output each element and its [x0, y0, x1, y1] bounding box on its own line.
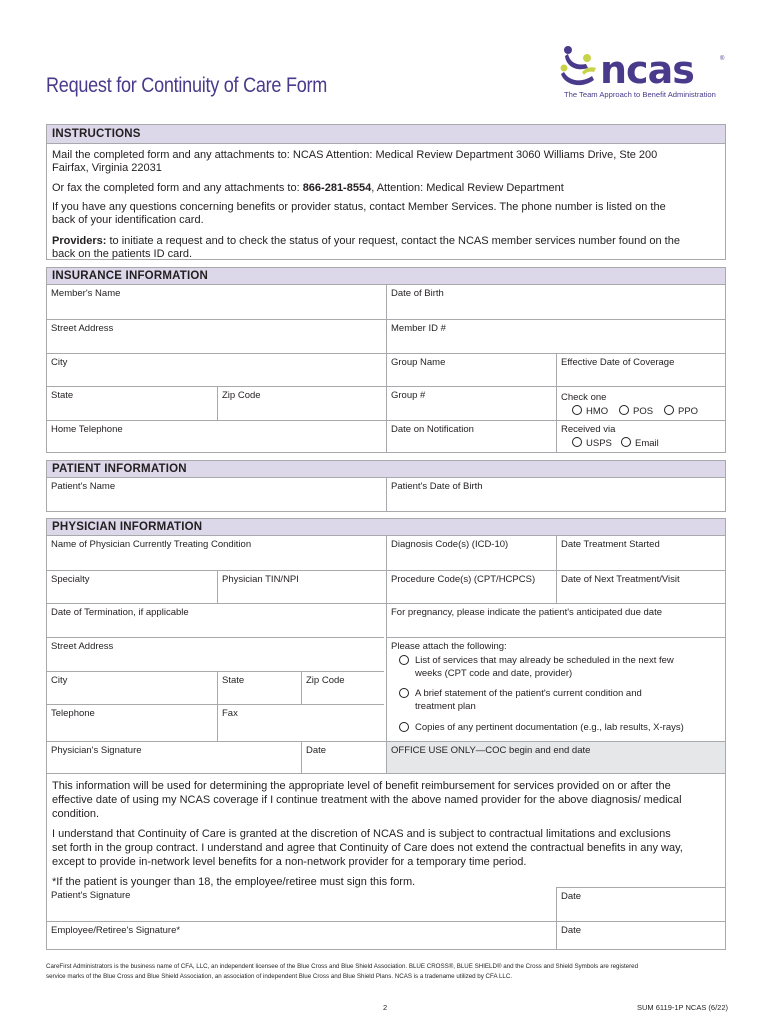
- logo-tagline: The Team Approach to Benefit Administration: [564, 90, 716, 99]
- physician-state-field[interactable]: [217, 672, 301, 704]
- patient-signature-row: [47, 887, 725, 921]
- street-address-label: Street Address: [51, 323, 114, 334]
- insurance-row-5: [47, 420, 725, 453]
- instructions-section: [46, 124, 726, 260]
- legal-fine-print: [46, 962, 726, 982]
- patients-name-field[interactable]: [47, 478, 386, 511]
- physician-section: [46, 518, 726, 774]
- form-number: SUM 6119-1P NCAS (6/22): [637, 1003, 729, 1012]
- city-label: City: [51, 357, 68, 368]
- physician-city-field[interactable]: [47, 672, 217, 704]
- disclaimer-paragraph-3: *If the patient is younger than 18, the employee/retiree must sign this form.: [52, 876, 416, 888]
- questions-line-1: If you have any questions concerning benefits or provider status, contact Member Services. The phone number is listed on the: [52, 201, 666, 213]
- insurance-row-3: [47, 353, 725, 386]
- office-use-label: OFFICE USE ONLY—COC begin and end date: [391, 745, 591, 756]
- received-via-field: [556, 421, 725, 453]
- attach-statement-text: [415, 687, 715, 713]
- fine-print-line-1: CareFirst Administrators is the business name of CFA, LLC, an independent licensee of the Blue Cross and Blue Shield Association. BLUE CROSS®, BLUE SHIELD® and the Cross and Shield Symbols are registered: [46, 963, 639, 970]
- physician-street-address-label: Street Address: [51, 641, 114, 652]
- home-telephone-field[interactable]: [47, 421, 386, 453]
- physician-row-5-left: [47, 671, 384, 704]
- members-name-label: Member's Name: [51, 288, 121, 299]
- physician-row-7: [47, 741, 725, 773]
- home-telephone-label: Home Telephone: [51, 424, 123, 435]
- patients-dob-label: Patient's Date of Birth: [391, 481, 483, 492]
- date-termination-field[interactable]: [47, 604, 386, 637]
- insurance-row-1: [47, 285, 725, 319]
- diagnosis-codes-field[interactable]: [386, 536, 556, 570]
- plan-option-hmo[interactable]: [572, 405, 608, 417]
- para-1-line-3: condition.: [52, 808, 100, 820]
- state-field[interactable]: [47, 387, 217, 420]
- date-treatment-started-field[interactable]: [556, 536, 725, 570]
- mail-line-1: Mail the completed form and any attachments to: NCAS Attention: Medical Review Department 3060 Williams Drive, Ste 200: [52, 149, 658, 161]
- employee-signature-row: [47, 921, 725, 949]
- plan-type-field: [556, 387, 725, 420]
- para-1-line-2: effective date of using my NCAS coverage if I continue treatment with the above named provider for the above diagnosis/ medical: [52, 794, 682, 806]
- effective-date-label: Effective Date of Coverage: [561, 357, 675, 368]
- physician-fax-field[interactable]: [217, 705, 384, 741]
- physician-fax-label: Fax: [222, 708, 238, 719]
- procedure-codes-label: Procedure Code(s) (CPT/HCPCS): [391, 574, 536, 585]
- group-name-field[interactable]: [386, 354, 556, 386]
- physician-row-3: [47, 603, 725, 637]
- received-option-label: USPS: [586, 438, 612, 449]
- group-number-label: Group #: [391, 390, 426, 401]
- city-field[interactable]: [47, 354, 386, 386]
- ncas-logo: [556, 44, 726, 100]
- physician-signature-label: Physician's Signature: [51, 745, 142, 756]
- insurance-heading: INSURANCE INFORMATION: [47, 268, 725, 285]
- questions-line-2: back of your identification card.: [52, 214, 204, 226]
- providers-label: Providers:: [52, 235, 107, 247]
- instructions-heading: INSTRUCTIONS: [47, 125, 725, 144]
- physician-zip-label: Zip Code: [306, 675, 345, 686]
- patient-signature-date-label: Date: [561, 891, 582, 902]
- disclaimer-paragraph-2: [52, 827, 717, 869]
- radio-circle-icon: [572, 437, 582, 447]
- para-2-line-2: set forth in the group contract. I understand and agree that Continuity of Care does not extend the contractual benefits in any way,: [52, 842, 683, 854]
- date-of-birth-label: Date of Birth: [391, 288, 444, 299]
- para-2-line-3: except to provide in-network level benefits for a non-network provider for a temporary time period.: [52, 856, 527, 868]
- fax-suffix: , Attention: Medical Review Department: [371, 182, 564, 194]
- office-use-field: [386, 742, 725, 773]
- tin-npi-field[interactable]: [217, 571, 386, 603]
- physician-row-1: [47, 536, 725, 570]
- specialty-label: Specialty: [51, 574, 90, 585]
- pregnancy-label: For pregnancy, please indicate the patient's anticipated due date: [391, 607, 662, 618]
- attach-2-line-2: treatment plan: [415, 701, 476, 712]
- member-id-label: Member ID #: [391, 323, 446, 334]
- attach-1-line-2: weeks (CPT code and date, provider): [415, 668, 573, 679]
- check-one-label: Check one: [561, 392, 607, 403]
- radio-circle-icon: [619, 405, 629, 415]
- fax-prefix: Or fax the completed form and any attachments to:: [52, 182, 303, 194]
- received-option-usps[interactable]: [572, 437, 612, 449]
- fine-print-line-2: service marks of the Blue Cross and Blue Shield Association, an association of independent Blue Cross and Blue Shield Plans. NCAS is a tradename utilized by CFA LLC.: [46, 973, 513, 980]
- physician-telephone-field[interactable]: [47, 705, 217, 741]
- patient-signature-date-field[interactable]: [556, 887, 725, 921]
- patients-name-label: Patient's Name: [51, 481, 116, 492]
- attach-documentation-text: Copies of any pertinent documentation (e.g., lab results, X-rays): [415, 722, 684, 733]
- insurance-row-2: [47, 319, 725, 353]
- fax-instructions: [52, 182, 717, 195]
- plan-option-label: HMO: [586, 406, 609, 417]
- attachments-block: [386, 637, 725, 741]
- physician-city-label: City: [51, 675, 68, 686]
- physician-name-label: Name of Physician Currently Treating Condition: [51, 539, 252, 550]
- please-attach-label: Please attach the following:: [391, 641, 507, 652]
- date-next-treatment-label: Date of Next Treatment/Visit: [561, 574, 680, 585]
- diagnosis-codes-label: Diagnosis Code(s) (ICD-10): [391, 539, 509, 550]
- logo-wordmark: ncas: [600, 48, 694, 92]
- physician-name-field[interactable]: [47, 536, 386, 570]
- date-of-birth-field[interactable]: [386, 285, 725, 319]
- physician-heading: PHYSICIAN INFORMATION: [47, 519, 725, 536]
- physician-state-label: State: [222, 675, 245, 686]
- mail-line-2: Fairfax, Virginia 22031: [52, 162, 162, 174]
- plan-option-label: PPO: [678, 406, 699, 417]
- providers-line-2: back on the patients ID card.: [52, 248, 193, 260]
- radio-circle-icon: [399, 722, 409, 732]
- radio-circle-icon: [621, 437, 631, 447]
- physician-telephone-label: Telephone: [51, 708, 95, 719]
- mail-instructions: [52, 149, 717, 175]
- attach-services-text: [415, 654, 715, 680]
- radio-circle-icon: [572, 405, 582, 415]
- plan-option-ppo[interactable]: [664, 405, 698, 417]
- effective-date-field[interactable]: [556, 354, 725, 386]
- insurance-row-4: [47, 386, 725, 420]
- zip-code-field[interactable]: [217, 387, 386, 420]
- street-address-field[interactable]: [47, 320, 386, 353]
- logo-registered-mark: ®: [720, 56, 725, 62]
- patient-signature-label: Patient's Signature: [51, 890, 131, 901]
- physician-date-label: Date: [306, 745, 327, 756]
- patient-section: [46, 460, 726, 512]
- members-name-field[interactable]: [47, 285, 386, 319]
- procedure-codes-field[interactable]: [386, 571, 556, 603]
- providers-instructions: [52, 235, 717, 261]
- employee-signature-label: Employee/Retiree's Signature*: [51, 925, 181, 936]
- date-on-notification-label: Date on Notification: [391, 424, 474, 435]
- tin-npi-label: Physician TIN/NPI: [222, 574, 299, 585]
- physician-date-field[interactable]: [301, 742, 386, 773]
- group-name-label: Group Name: [391, 357, 446, 368]
- plan-option-pos[interactable]: [619, 405, 653, 417]
- state-label: State: [51, 390, 74, 401]
- physician-street-address-field[interactable]: [47, 638, 384, 671]
- providers-line-1: to initiate a request and to check the status of your request, contact the NCAS member services number found on the: [106, 235, 680, 247]
- employee-signature-date-field[interactable]: [556, 922, 725, 949]
- page-number: 2: [383, 1003, 388, 1012]
- radio-circle-icon: [664, 405, 674, 415]
- zip-code-label: Zip Code: [222, 390, 261, 401]
- employee-signature-date-label: Date: [561, 925, 582, 936]
- attach-1-line-1: List of services that may already be scheduled in the next few: [415, 655, 674, 666]
- group-number-field[interactable]: [386, 387, 556, 420]
- member-id-field[interactable]: [386, 320, 725, 353]
- specialty-field[interactable]: [47, 571, 217, 603]
- physician-signature-field[interactable]: [47, 742, 301, 773]
- insurance-section: [46, 267, 726, 453]
- plan-option-label: POS: [633, 406, 654, 417]
- radio-circle-icon: [399, 688, 409, 698]
- physician-row-2: [47, 570, 725, 603]
- questions-instructions: [52, 201, 717, 227]
- received-option-label: Email: [635, 438, 659, 449]
- date-on-notification-field[interactable]: [386, 421, 556, 453]
- para-1-line-1: This information will be used for determining the appropriate level of benefit reimbursement for services provided on or after the: [52, 780, 671, 792]
- received-option-email[interactable]: [621, 437, 659, 449]
- radio-circle-icon: [399, 655, 409, 665]
- patient-heading: PATIENT INFORMATION: [47, 461, 725, 478]
- attach-2-line-1: A brief statement of the patient's current condition and: [415, 688, 642, 699]
- patient-row: [47, 478, 725, 511]
- employee-signature-field[interactable]: [47, 922, 556, 949]
- para-2-line-1: I understand that Continuity of Care is granted at the discretion of NCAS and is subject to contractual limitations and exclusions: [52, 828, 671, 840]
- ncas-logo-mark-icon: [556, 44, 600, 90]
- physician-zip-field[interactable]: [301, 672, 384, 704]
- date-treatment-started-label: Date Treatment Started: [561, 539, 660, 550]
- physician-row-6-left: [47, 704, 384, 741]
- received-via-label: Received via: [561, 424, 616, 435]
- patients-dob-field[interactable]: [386, 478, 725, 511]
- authorization-section: [46, 774, 726, 950]
- disclaimer-paragraph-1: [52, 779, 717, 821]
- pregnancy-due-date-field[interactable]: [386, 604, 725, 637]
- patient-signature-field[interactable]: [47, 887, 556, 921]
- page-title: Request for Continuity of Care Form: [46, 74, 328, 97]
- date-next-treatment-field[interactable]: [556, 571, 725, 603]
- physician-row-4-left: [47, 637, 384, 671]
- fax-number: 866-281-8554: [302, 182, 372, 194]
- date-termination-label: Date of Termination, if applicable: [51, 607, 189, 618]
